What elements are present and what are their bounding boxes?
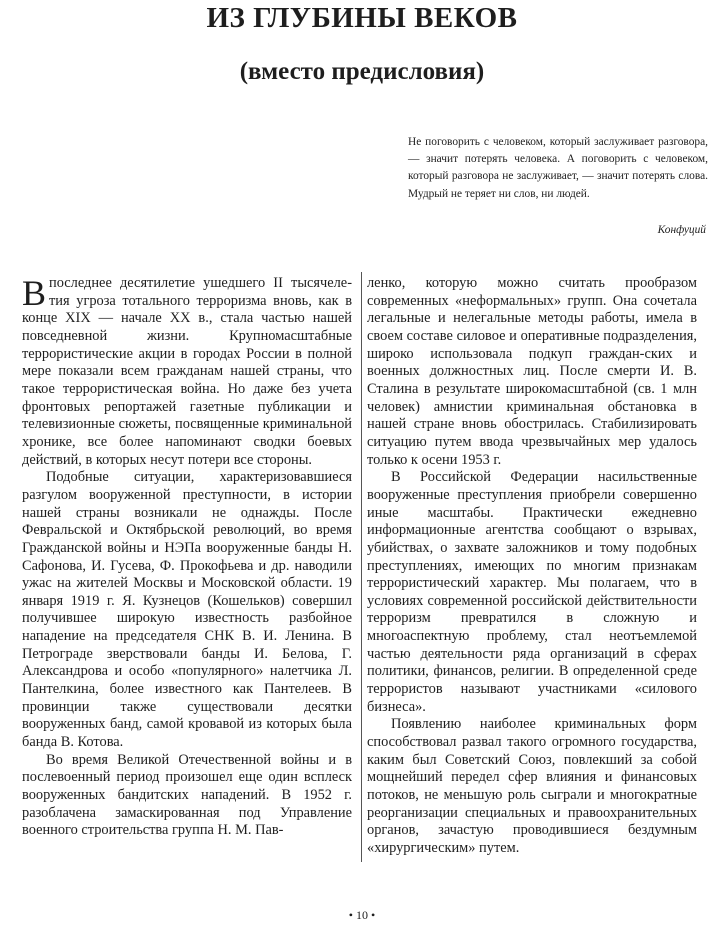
- column-divider: [361, 272, 362, 862]
- epigraph-author: Конфуций: [657, 224, 706, 236]
- paragraph: ленко, которую можно считать прообразом современных «неформальных» групп. Она сочетала легальные и нелегальные методы работы, имела в своем составе силовое и оперативные подразделения, широко использовала подкуп граждан-ских и военных должностных лиц. После смерти И. В. Сталина в результате широкомасштабной (св. 1 млн человек) амнистии криминальная обстановка в нашей стране вновь обострилась. Стабилизировать ситуацию путем ввода чрезвычайных мер удалось только к осени 1953 г.: [367, 275, 697, 468]
- paragraph-text: последнее десятилетие ушедшего II тысячеле-тия угроза тотального терроризма вновь, как в конце XIX — начале XX в., стала частью нашей повседневной жизни. Крупномасштабные террористические акции в городах России в полной мере показали всем гражданам нашей страны, что такое террористическая война. Но даже без учета фронтовых репортажей газетные публикации и телевизионные сюжеты, посвященные криминальной хронике, все более напоминают сводки боевых действий, в которых несут потери все стороны.: [22, 275, 352, 468]
- paragraph: В Российской Федерации насильственные вооруженные преступления приобрели совершенно иные масштабы. Практически ежедневно информационные агентства сообщают о взрывах, убийствах, о захвате заложников и тому подобных преступлениях, имеющих по многим признакам террористический характер. Мы полагаем, что в условиях современной российской действительности терроризм превратился в сложную и многоаспектную проблему, стал неотъемлемой частью деятельности ряда организаций в сферах политики, финансов, религии. В определенной среде террористов называют участниками «силового бизнеса».: [367, 469, 697, 715]
- paragraph: Подобные ситуации, характеризовавшиеся разгулом вооруженной преступности, в истории нашей страны возникали не однажды. После Февральской и Октябрьской революций, во время Гражданской войны и НЭПа вооруженные банды Н. Сафонова, И. Гусева, Ф. Прокофьева и др. наводили ужас на жителей Москвы и Московской области. 19 января 1919 г. Я. Кузнецов (Кошельков) совершил получившее широкую известность разбойное нападение на председателя СНК В. И. Ленина. В Петрограде зверствовали банды И. Белова, Г. Александрова и особо «популярного» налетчика Л. Пантелкина, более известного как Пантелеев. В провинции также существовали десятки вооруженных банд, самой кровавой из которых была банда В. Котова.: [22, 469, 352, 751]
- drop-cap: В: [22, 273, 47, 313]
- left-column: [22, 275, 352, 840]
- paragraph: Во время Великой Отечественной войны и в послевоенный период произошел еще один всплеск вооруженных бандитских нападений. В 1952 г. разоблачена замаскированная под Управление военного строительства группа Н. М. Пав-: [22, 751, 352, 839]
- right-column: [367, 275, 697, 858]
- page-number: • 10 •: [348, 908, 376, 922]
- paragraph: Появлению наиболее криминальных форм способствовал развал такого огромного государства, каким был Советский Союз, повлекший за собой мощнейший передел сфер влияния и финансовых потоков, не меньшую роль сыграли и многократные реорганизации специальных и правоохранительных органов, зачастую проводившиеся бездумным «хирургическим» путем.: [367, 716, 697, 856]
- chapter-subtitle: (вместо предисловия): [239, 58, 485, 85]
- chapter-title: ИЗ ГЛУБИНЫ ВЕКОВ: [206, 2, 518, 34]
- epigraph-text: Не поговорить с человеком, который заслуживает разговора, — значит потерять человека. А поговорить с человеком, который разговора не заслуживает, — значит потерять слова. Мудрый не теряет ни слов, ни людей.: [408, 136, 708, 200]
- paragraph: [22, 275, 352, 469]
